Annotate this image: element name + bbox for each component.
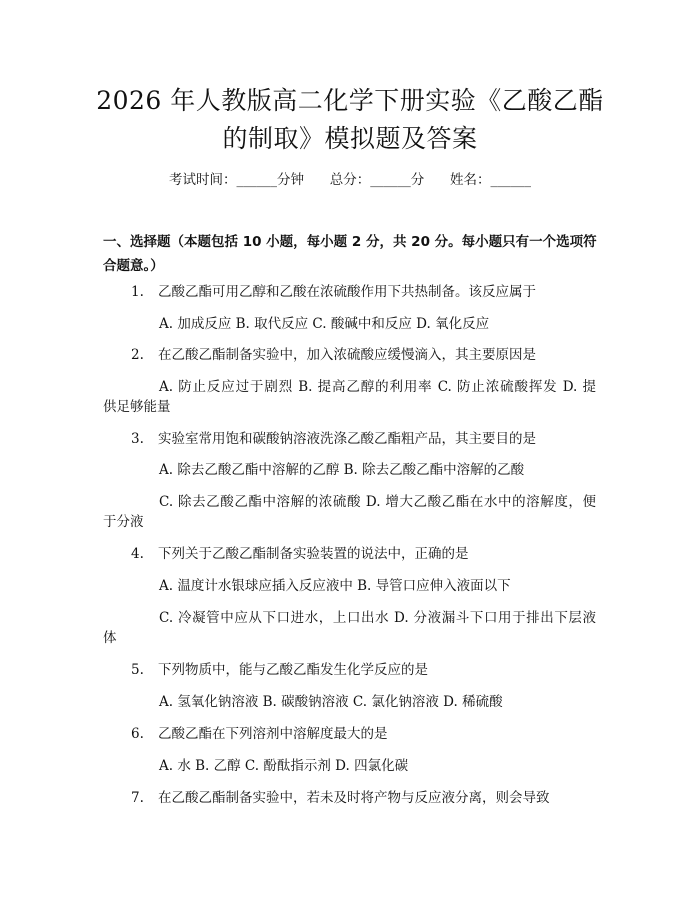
question-number: 2. xyxy=(131,347,144,363)
question-4-options-cd: C. 冷凝管中应从下口进水，上口出水 D. 分液漏斗下口用于排出下层液 xyxy=(159,610,596,626)
question-4 xyxy=(131,544,469,564)
question-number: 7. xyxy=(131,790,144,806)
question-stem: 下列关于乙酸乙酯制备实验装置的说法中，正确的是 xyxy=(158,546,469,562)
question-3-options-cd: C. 除去乙酸乙酯中溶解的浓硫酸 D. 增大乙酸乙酯在水中的溶解度，便 xyxy=(159,494,596,510)
question-number: 3. xyxy=(131,431,144,447)
question-3-options-ab: A. 除去乙酸乙酯中溶解的乙醇 B. 除去乙酸乙酯中溶解的乙酸 xyxy=(159,462,525,478)
question-4-options-ab: A. 温度计水银球应插入反应液中 B. 导管口应伸入液面以下 xyxy=(159,578,511,594)
exam-meta-line: 考试时间：______分钟 总分：______分 姓名：______ xyxy=(169,172,531,188)
question-5 xyxy=(131,660,428,680)
question-1-options: A. 加成反应 B. 取代反应 C. 酸碱中和反应 D. 氧化反应 xyxy=(159,316,490,332)
question-stem: 实验室常用饱和碳酸钠溶液洗涤乙酸乙酯粗产品，其主要目的是 xyxy=(158,431,536,447)
question-stem: 在乙酸乙酯制备实验中，若未及时将产物与反应液分离，则会导致 xyxy=(158,790,550,806)
question-number: 5. xyxy=(131,662,144,678)
section-heading: 一、选择题（本题包括 10 小题，每小题 2 分，共 20 分。每小题只有一个选项符合题意。） xyxy=(103,234,597,274)
question-3-options-continued: 于分液 xyxy=(103,514,144,530)
document-title-line-1: 2026 年人教版高二化学下册实验《乙酸乙酯 xyxy=(96,86,604,115)
question-3 xyxy=(131,429,536,449)
question-2-options: A. 防止反应过于剧烈 B. 提高乙醇的利用率 C. 防止浓硫酸挥发 D. 提 xyxy=(159,379,596,395)
question-2 xyxy=(131,345,536,365)
question-5-options: A. 氢氧化钠溶液 B. 碳酸钠溶液 C. 氯化钠溶液 D. 稀硫酸 xyxy=(159,694,503,710)
question-stem: 下列物质中，能与乙酸乙酯发生化学反应的是 xyxy=(158,662,428,678)
question-4-options-continued: 体 xyxy=(103,630,117,646)
question-number: 6. xyxy=(131,726,144,742)
question-stem: 乙酸乙酯可用乙醇和乙酸在浓硫酸作用下共热制备。该反应属于 xyxy=(158,284,536,300)
question-6 xyxy=(131,724,388,744)
question-1 xyxy=(131,282,536,302)
question-7 xyxy=(131,788,550,808)
question-6-options: A. 水 B. 乙醇 C. 酚酞指示剂 D. 四氯化碳 xyxy=(159,758,409,774)
question-2-options-continued: 供足够能量 xyxy=(103,399,171,415)
question-number: 4. xyxy=(131,546,144,562)
question-number: 1. xyxy=(131,284,144,300)
question-stem: 乙酸乙酯在下列溶剂中溶解度最大的是 xyxy=(158,726,388,742)
question-stem: 在乙酸乙酯制备实验中，加入浓硫酸应缓慢滴入，其主要原因是 xyxy=(158,347,536,363)
document-title-line-2: 的制取》模拟题及答案 xyxy=(222,124,478,153)
